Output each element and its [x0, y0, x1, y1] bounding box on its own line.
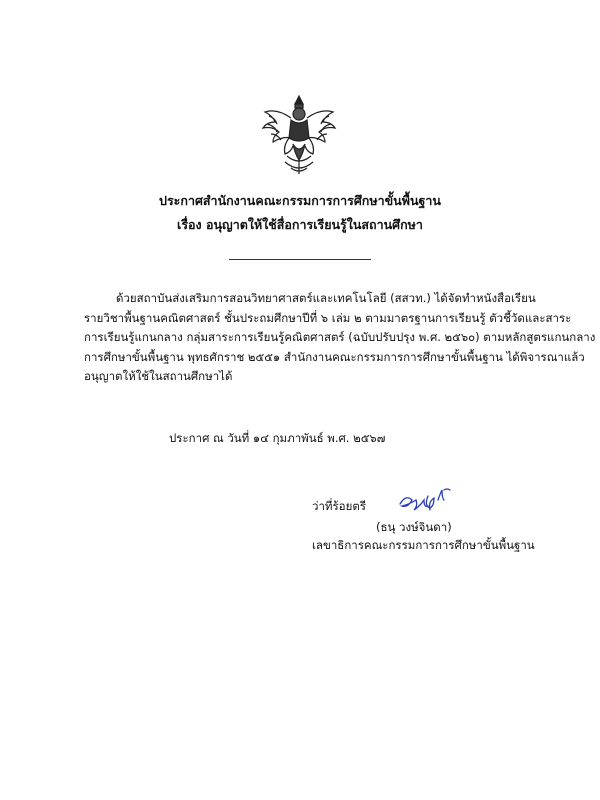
title-divider: [229, 259, 371, 260]
signatory-name: (ธนุ วงษ์จินดา): [376, 520, 452, 534]
body-line: การเรียนรู้แกนกลาง กลุ่มสาระการเรียนรู้คณิตศาสตร์ (ฉบับปรับปรุง พ.ศ. ๒๕๖๐) ตามหลักสูตรแกนกลาง: [84, 330, 596, 344]
document-title: ประกาศสำนักงานคณะกรรมการการศึกษาขั้นพื้นฐาน: [159, 193, 441, 208]
body-paragraph: [84, 289, 596, 387]
signatory-rank: ว่าที่ร้อยตรี: [312, 499, 366, 513]
handwritten-signature: [394, 486, 452, 516]
announcement-date: ประกาศ ณ วันที่ ๑๔ กุมภาพันธ์ พ.ศ. ๒๕๖๗: [169, 431, 386, 445]
body-line: รายวิชาพื้นฐานคณิตศาสตร์ ชั้นประถมศึกษาปีที่ ๖ เล่ม ๒ ตามมาตรฐานการเรียนรู้ ตัวชี้วัดและสาระ: [84, 310, 572, 325]
document-subject: เรื่อง อนุญาตให้ใช้สื่อการเรียนรู้ในสถานศึกษา: [177, 217, 423, 232]
body-line: การศึกษาขั้นพื้นฐาน พุทธศักราช ๒๕๕๑ สำนักงานคณะกรรมการการศึกษาขั้นพื้นฐาน ได้พิจารณาแล้ว: [84, 349, 585, 364]
signatory-position: เลขาธิการคณะกรรมการการศึกษาขั้นพื้นฐาน: [312, 538, 535, 552]
garuda-emblem-icon: [261, 94, 337, 176]
body-line: อนุญาตให้ใช้ในสถานศึกษาได้: [84, 369, 233, 383]
body-line: ด้วยสถาบันส่งเสริมการสอนวิทยาศาสตร์และเทคโนโลยี (สสวท.) ได้จัดทำหนังสือเรียน: [116, 291, 536, 305]
